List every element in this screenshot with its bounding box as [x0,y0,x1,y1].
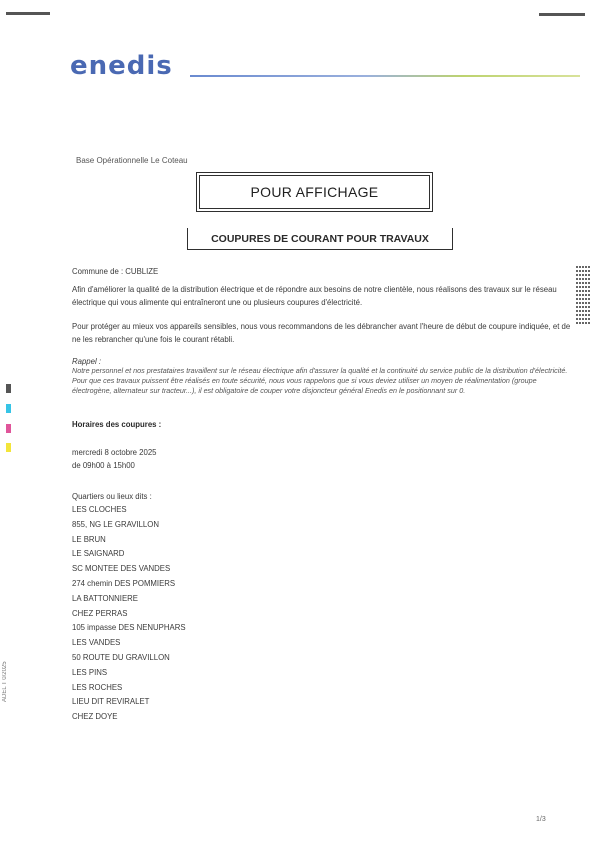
color-calibration-mark-magenta [6,424,11,433]
list-item: CHEZ DOYE [72,712,118,722]
list-item: CHEZ PERRAS [72,608,128,618]
page-number: 1/3 [536,816,546,823]
scan-mark-left [6,12,50,15]
scan-mark-right [539,13,585,16]
pour-affichage-title: POUR AFFICHAGE [250,184,379,200]
logo-text: enedis [70,51,173,81]
list-item: 855, NG LE GRAVILLON [72,519,159,529]
list-item: LE BRUN [72,534,106,544]
enedis-logo [70,52,182,80]
color-calibration-mark-black [6,384,11,393]
list-item: LES CLOCHES [72,505,127,514]
commune: Commune de : CUBLIZE [72,267,159,276]
list-item: LES VANDES [72,638,121,648]
list-item: 105 impasse DES NENUPHARS [72,623,186,633]
rappel-text: Notre personnel et nos prestataires travaillent sur le réseau électrique afin d'assurer la qualité et la continuité du service public de la distribution d'électricité. Pour que ces travaux puissent être réalisés en toute sécurité, nous vous rappelons que si vous deviez utiliser un moyen de réalimentation (groupe électrogène, alternateur sur tracteur...), il est obligatoire de couper votre disjoncteur général Enedis en le positionnant sur 0. [72,366,568,395]
service-name: Base Opérationnelle Le Coteau [76,156,188,165]
list-item: 50 ROUTE DU GRAVILLON [72,652,170,662]
coupure-hours: de 09h00 à 15h00 [72,461,135,470]
list-item: SC MONTEE DES VANDES [72,564,171,574]
advice-paragraph: Pour protéger au mieux vos appareils sensibles, nous vous recommandons de les débrancher avant l'heure de début de coupure indiquée, et de ne les rebrancher qu'une fois le courant rétabli. [72,322,571,344]
side-reference-code: ADEL T 0/2025 [2,661,8,702]
quartiers-title: Quartiers ou lieux dits : [72,492,152,501]
intro-paragraph: Afin d'améliorer la qualité de la distribution électrique et de répondre aux besoins de notre clientèle, nous réalisons des travaux sur le réseau électrique qui vous alimente qui entraîneront une ou plusieurs coupures d'électricité. [72,285,557,307]
list-item: LIEU DIT REVIRALET [72,697,150,707]
horaires-title: Horaires des coupures : [72,420,162,429]
list-item: LA BATTONNIERE [72,593,139,603]
list-item: LES PINS [72,667,108,677]
quartiers-list [72,503,186,725]
rappel-title: Rappel : [72,357,102,366]
header-divider [190,75,580,77]
coupures-box [187,228,453,250]
coupures-title: COUPURES DE COURANT POUR TRAVAUX [211,232,429,245]
color-calibration-mark-cyan [6,404,11,413]
coupure-date: mercredi 8 octobre 2025 [72,448,157,457]
qr-code-icon [576,264,590,324]
list-item: LE SAIGNARD [72,549,125,559]
pour-affichage-box [199,175,430,209]
list-item: LES ROCHES [72,682,123,692]
list-item: 274 chemin DES POMMIERS [72,578,176,588]
color-calibration-mark-yellow [6,443,11,452]
